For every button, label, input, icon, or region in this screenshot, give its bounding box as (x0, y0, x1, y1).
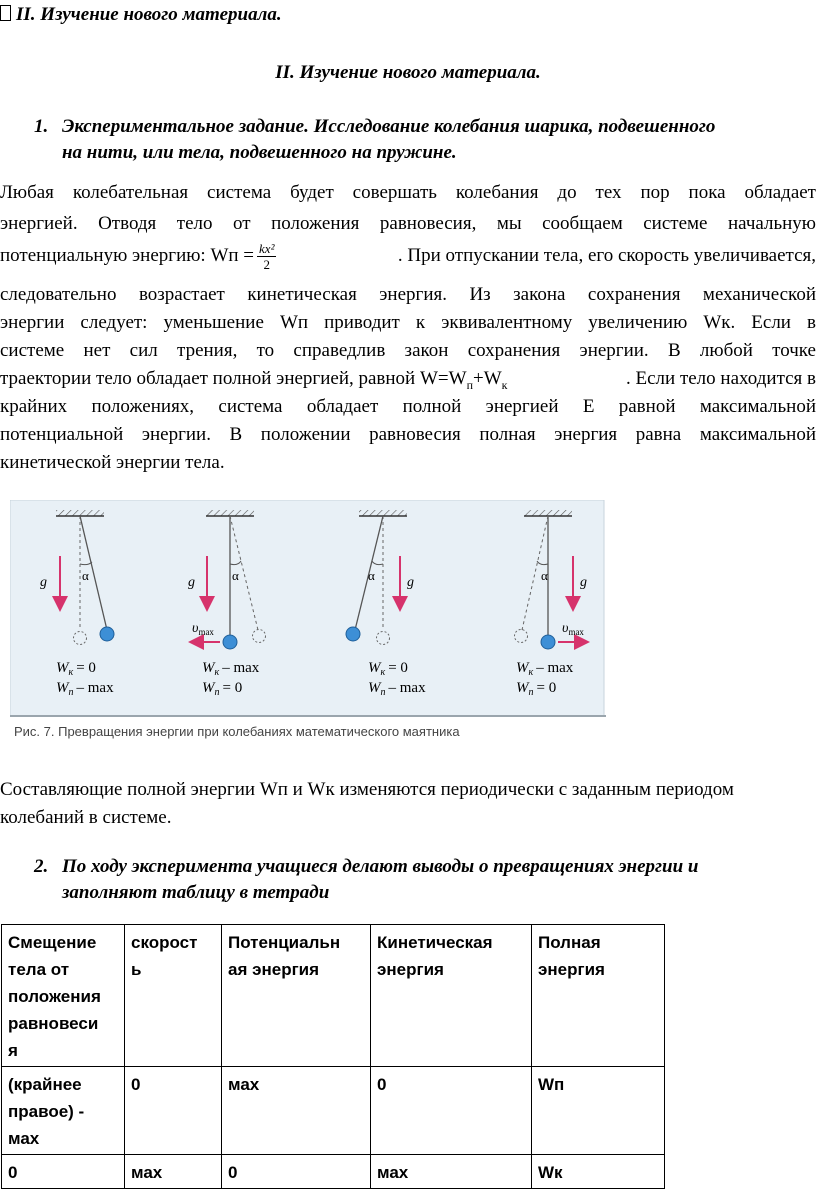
gravity-label: g (188, 575, 195, 590)
header-cell-displacement: Смещение тела от положения равновеси я (2, 925, 125, 1067)
kinetic-label: $W_к = 0$ (368, 660, 408, 678)
potential-label: $W_п$ – max (56, 680, 114, 698)
task-2-number: 2. (34, 856, 49, 877)
pendulum-ball (346, 627, 360, 641)
paragraph-line-formula (0, 238, 816, 274)
header-cell-total: Полная энергия (532, 925, 665, 1067)
top-heading-text: II. Изучение нового материала. (16, 4, 282, 25)
table-cell: мах (222, 1067, 371, 1155)
task-1-line-1: Экспериментальное задание. Исследование колебания шарика, подвешенного (62, 116, 716, 137)
velocity-label: $\upsilon_{max}$ (192, 621, 214, 637)
paragraph-line: энергией. Отводя тело от положения равновесия, мы сообщаем системе начальную (0, 213, 816, 234)
ceiling-mount (56, 510, 104, 516)
ceiling-mount (524, 510, 572, 516)
section-title: II. Изучение нового материала. (275, 62, 541, 83)
alpha-label: α (82, 568, 89, 583)
top-heading (0, 4, 282, 26)
ceiling-mount (359, 510, 407, 516)
energy-table (1, 924, 665, 1189)
table-cell: мах (371, 1155, 532, 1189)
gravity-label: g (407, 575, 414, 590)
paragraph-line: крайних положениях, система обладает полной энергией E равной максимальной (0, 396, 816, 417)
table-header-row (2, 925, 665, 1067)
formula-numerator: kx² (259, 240, 275, 256)
figure-caption: Рис. 7. Превращения энергии при колебаниях математического маятника (14, 724, 460, 739)
velocity-label: $\upsilon_{max}$ (562, 621, 584, 637)
potential-label: $W_п = 0$ (202, 680, 243, 698)
formula-prefix: потенциальную энергию: Wп = (0, 244, 255, 266)
table-row (2, 1155, 665, 1189)
missing-glyph-icon (0, 5, 11, 21)
formula-denominator: 2 (263, 256, 270, 272)
paragraph-line: потенциальной энергии. В положении равновесия полная энергия равна максимальной (0, 424, 816, 445)
header-cell-potential: Потенциальн ая энергия (222, 925, 371, 1067)
table-cell: Wп (532, 1067, 665, 1155)
kinetic-label: $W_к$ – max (516, 660, 574, 678)
kinetic-label: $W_к$ – max (202, 660, 260, 678)
table-cell: мах (125, 1155, 222, 1189)
energy-sum-text: траектории тело обладает полной энергией, равной W=W (0, 368, 467, 389)
energy-sub-p: п (466, 377, 473, 392)
table-cell: 0 (371, 1067, 532, 1155)
energy-sum-suffix: . Если тело находится в (626, 368, 816, 389)
pendulum-figure (10, 500, 606, 742)
kinetic-label: $W_к = 0$ (56, 660, 96, 678)
alpha-label: α (232, 568, 239, 583)
paragraph-line: системе нет сил трения, то справедлив закон сохранения энергии. В любой точке (0, 340, 816, 361)
alpha-label: α (368, 568, 375, 583)
ceiling-mount (206, 510, 254, 516)
pendulum-ball (223, 635, 237, 649)
paragraph-periodic (0, 776, 816, 832)
table-cell: 0 (2, 1155, 125, 1189)
paragraph-line: Составляющие полной энергии Wп и Wк изменяются периодически с заданным периодом (0, 779, 734, 800)
paragraph-line: кинетической энергии тела. (0, 452, 225, 473)
energy-plus: +W (472, 368, 502, 389)
task-2-line-2: заполняют таблицу в тетради (62, 882, 330, 903)
paragraph-line: следовательно возрастает кинетическая энергия. Из закона сохранения механической (0, 284, 816, 305)
potential-label: $W_п = 0$ (516, 680, 557, 698)
task-1-line-2: на нити, или тела, подвешенного на пружине. (62, 142, 457, 163)
task-2-line-1: По ходу эксперимента учащиеся делают выводы о превращениях энергии и (62, 856, 699, 877)
formula-suffix: . При отпускании тела, его скорость увеличивается, (397, 245, 816, 266)
formula-fraction (257, 241, 276, 272)
paragraph-line-energy-sum (0, 368, 816, 393)
pendulum-figure-svg (10, 500, 606, 742)
potential-label: $W_п$ – max (368, 680, 426, 698)
pendulum-ball (541, 635, 555, 649)
gravity-label: g (580, 575, 587, 590)
paragraph-line: колебаний в системе. (0, 807, 172, 828)
paragraph-line: энергии следует: уменьшение Wп приводит к эквивалентному увеличению Wк. Если в (0, 312, 816, 333)
table-row (2, 1067, 665, 1155)
task-1-number: 1. (34, 116, 49, 137)
paragraph-line: Любая колебательная система будет совершать колебания до тех пор пока обладает (0, 182, 816, 203)
table-cell: 0 (125, 1067, 222, 1155)
header-cell-kinetic: Кинетическая энергия (371, 925, 532, 1067)
pendulum-ball (100, 627, 114, 641)
energy-sub-k: к (501, 377, 508, 392)
header-cell-speed: скорост ь (125, 925, 222, 1067)
table-cell: (крайнее правое) - мах (2, 1067, 125, 1155)
table-cell: 0 (222, 1155, 371, 1189)
alpha-label: α (541, 568, 548, 583)
gravity-label: g (40, 575, 47, 590)
task-2 (34, 854, 812, 906)
task-1 (34, 114, 812, 166)
table-cell: Wк (532, 1155, 665, 1189)
